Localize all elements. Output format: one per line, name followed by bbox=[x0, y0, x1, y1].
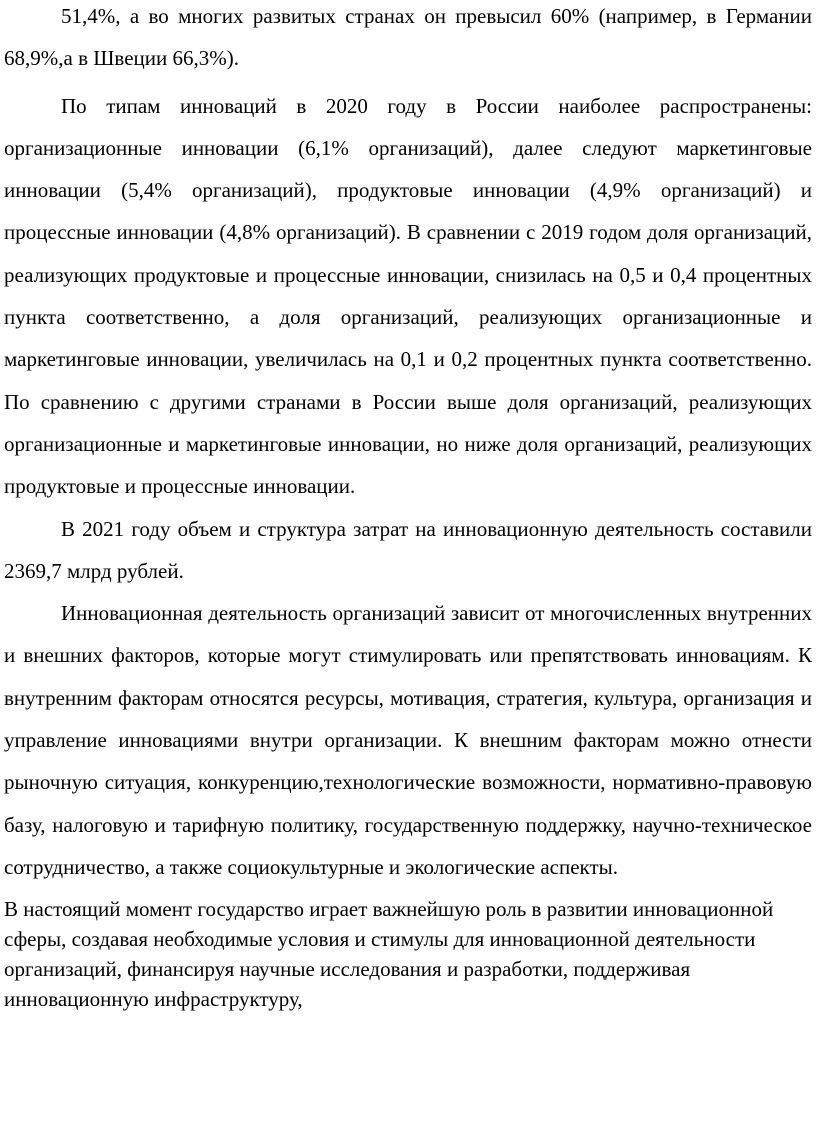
paragraph-innovation-factors: Инновационная деятельность организаций зависит от многочисленных внутренних и внешних факторов, которые могут стимулировать или препятствовать инновациям. К внутренним факторам относятся ресурсы, мотивация, стратегия, культура, организация и управление инновациями внутри организации. К внешним факторам можно отнести рыночную ситуация, конкуренцию,технологические возможности, нормативно-правовую базу, налоговую и тарифную политику, государственную поддержку, научно-техническое сотрудничество, а также социокультурные и экологические аспекты. bbox=[4, 601, 812, 879]
paragraph-state-role: В настоящий момент государство играет важнейшую роль в развитии инновационной сферы, создавая необходимые условия и стимулы для инновационной деятельности организаций, финансируя научные исследования и разработки, поддерживая инновационную инфраструктуру, bbox=[4, 897, 774, 1012]
paragraph-innovation-types-2020: По типам инноваций в 2020 году в России наиболее распространены: организационные инновации (6,1% организаций), далее следуют маркетинговые инновации (5,4% организаций), продуктовые инновации (4,9% организаций) и процессные инновации (4,8% организаций). В сравнении с 2019 годом доля организаций, реализующих продуктовые и процессные инновации, снизилась на 0,5 и 0,4 процентных пункта соответственно, а доля организаций, реализующих организационные и маркетинговые инновации, увеличилась на 0,1 и 0,2 процентных пункта соответственно. По сравнению с другими странами в России выше доля организаций, реализующих организационные и маркетинговые инновации, но ниже доля организаций, реализующих продуктовые и процессные инновации. bbox=[4, 93, 812, 499]
paragraph-innovation-costs-2021: В 2021 году объем и структура затрат на инновационную деятельность составили 2369,7 млрд рублей. bbox=[4, 516, 812, 583]
paragraph-innovation-share-continued: 51,4%, а во многих развитых странах он превысил 60% (например, в Германии 68,9%,а в Швеции 66,3%). bbox=[4, 4, 812, 71]
